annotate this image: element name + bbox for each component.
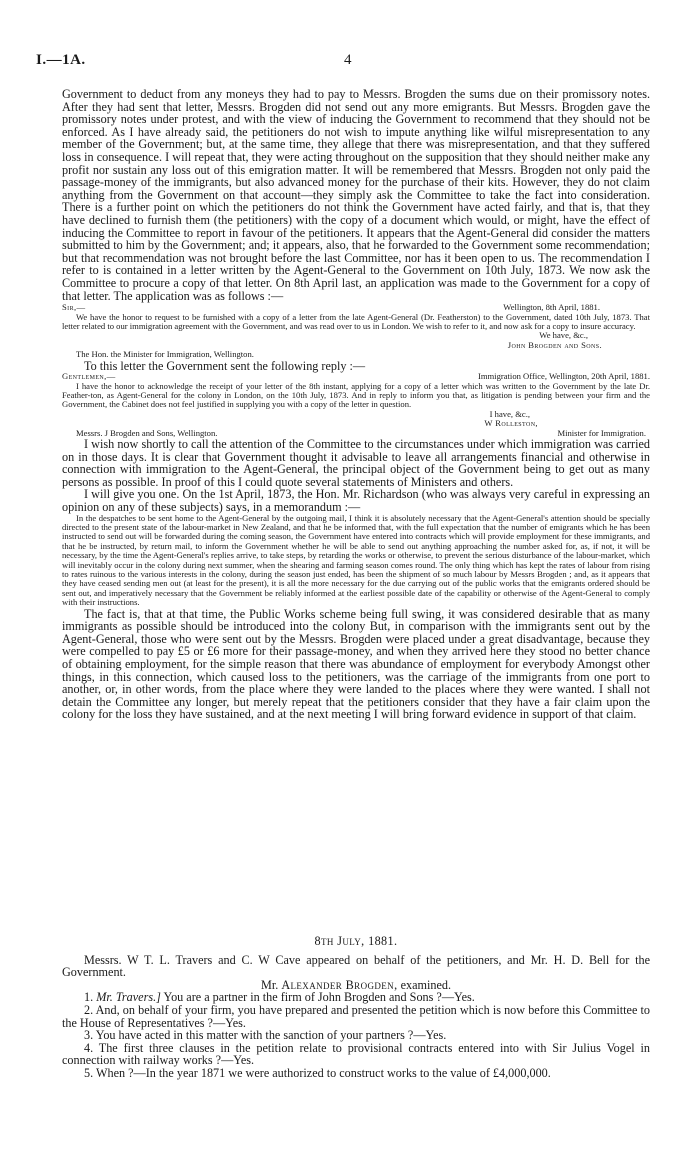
witness-suffix: examined. <box>400 977 452 992</box>
paragraph-public-works: The fact is, that at that time, the Public Works scheme being full swing, it was considered desirable that as many immigrants as possible should be introduced into the colony But, in comparison with the immigrants sent out by the Agent-General, those who were sent out by the Messrs. Brogden were placed under a great disadvantage, because they were compelled to pay £5 or £6 more for their passage-money, and when they arrived here they stood no better chance of obtaining employment, for the simple reason that there was abundance of employment for everybody Amongst other things, in this connection, which caused loss to the petitioners, was the carriage of the immigrants from one port to another, or, in other words, from the place where they were landed to the places where they were wanted. I shall not detain the Committee any longer, but merely repeat that the petitioners consider that they have a fair claim upon the colony for the loss they have sustained, and at the next meeting I will bring forward evidence in support of that claim. <box>62 606 650 722</box>
letter-dateline: Wellington, 8th April, 1881. <box>503 302 600 313</box>
letter-closing: I have, &c., <box>489 408 530 419</box>
question-speaker: Mr. Travers.] <box>96 990 161 1005</box>
paragraph-richardson: I will give you one. On the 1st April, 1873, the Hon. Mr. Richardson (who was always very careful in expressing an opinion on any of these subjects) says, in a memorandum :— <box>62 487 650 514</box>
letter-salutation: Sir,— <box>62 302 86 313</box>
paragraph-circumstances: I wish now shortly to call the attention of the Committee to the circumstances under which immigration was carried on in those days. It is clear that Government thought it advisable to leave all arrangements financial and otherwise in connection with immigration to the Agent-General, the principal object of the Government being to get out as many persons as possible. In proof of this I could quote several statements of Ministers and others. <box>62 436 650 489</box>
session-date: 8th July, 1881. <box>314 934 398 948</box>
witness-name: Alexander Brogden, <box>281 977 398 992</box>
letter-brogden <box>62 303 650 359</box>
letter-dateline: Immigration Office, Wellington, 20th April, 1881. <box>477 371 650 382</box>
letter-signatory-title: Minister for Immigration. <box>557 427 646 438</box>
question-4: 4. The first three clauses in the petition relate to provisional contracts entered into with Sir Julius Vogel in connection with railway works ?—Yes. <box>62 1040 650 1068</box>
evidence-section <box>62 935 650 1080</box>
witness-prefix: Mr. <box>260 977 279 992</box>
document-reference: I.—1A. <box>36 52 86 68</box>
reply-intro: To this letter the Government sent the following reply :— <box>84 358 366 373</box>
letter-signature: W Rolleston, <box>484 418 538 429</box>
letter-signature: John Brogden and Sons. <box>507 339 602 350</box>
question-number: 1. <box>84 990 94 1005</box>
question-text: You are a partner in the firm of John Brogden and Sons ?—Yes. <box>163 990 475 1005</box>
letter-body: I have the honor to acknowledge the receipt of your letter of the 8th instant, applying for a copy of a letter which was written to the Government by the late Dr. Feather-ton, as Agent-General for the colony in London, on the 10th July, 1873. And in reply to inform you that, as litigation is pending between your firm and the Government, the Cabinet does not feel justified in supplying you with a copy of the letter in question. <box>62 380 650 410</box>
page-number: 4 <box>344 52 352 68</box>
question-3: 3. You have acted in this matter with the sanction of your partners ?—Yes. <box>84 1028 447 1043</box>
letter-body: We have the honor to request to be furnished with a copy of a letter from the late Agent-General (Dr. Featherston) to the Government, dated 10th July, 1873. That letter related to our immigration agreement with the Government, and was read over to us in London. We wish to refer to it, and now ask for a copy to insure accuracy. <box>62 311 650 331</box>
appearance-statement: Messrs. W T. L. Travers and C. W Cave appeared on behalf of the petitioners, and Mr. H. D. Bell for the Government. <box>62 952 650 980</box>
letter-government <box>62 372 650 438</box>
main-column <box>62 88 650 721</box>
letter-salutation: Gentlemen,— <box>62 371 116 382</box>
letter-addressee: The Hon. the Minister for Immigration, Wellington. <box>76 349 254 360</box>
question-5: 5. When ?—In the year 1871 we were authorized to construct works to the value of £4,000,000. <box>84 1065 551 1080</box>
letter-closing: We have, &c., <box>539 330 588 341</box>
intro-paragraph: Government to deduct from any moneys they had to pay to Messrs. Brogden the sums due on their promissory notes. After they had sent that letter, Messrs. Brogden did not send out any more emigrants. But Messrs. Brogden gave the promissory notes under protest, and with the view of inducing the Government to recommend that they should not be enforced. As I have already said, the petitioners do not wish to impute anything like wilful misrepresentation to any member of the Government; but, at the same time, they allege that there was misrepresentation, and that they suffered loss in consequence. I will repeat that, they were acting throughout on the supposition that they should neither make any profit nor sustain any loss out of this emigration matter. It will be remembered that Messrs. Brogden not only paid the passage-money of the immigrants, but also advanced money for the purchase of their kits. However, they do not claim anything from the Government on that account—they simply ask the Committee to take the fact into consideration. There is a further point on which the petitioners do not think the Government have acted fairly, and that is, that they have declined to furnish them (the petitioners) with the copy of a document which would, or might, have the effect of inducing the Committee to report in favour of the petitioners. It appears that the Agent-General did consider the matters submitted to him by the Government; and; it appears, also, that he forwarded to the Government some recommendation; but that recommendation was not brought before the last Committee, nor has it been open to us. The recommendation I refer to is contained in a letter written by the Agent-General to the Government on 10th July, 1873. We now ask the Committee to procure a copy of that letter. On 8th April last, an application was made to the Government for a copy of that letter. The application was as follows :— <box>62 87 650 303</box>
question-2: 2. And, on behalf of your firm, you have prepared and presented the petition which is now before this Committee to the House of Representatives ?—Yes. <box>62 1002 650 1030</box>
letter-addressee: Messrs. J Brogden and Sons, Wellington. <box>76 427 218 438</box>
memorandum-quote: In the despatches to be sent home to the Agent-General by the outgoing mail, I think it is absolutely necessary that the Agent-General's attention should be specially directed to the present state of the labour-market in New Zealand, and that he be informed that, with the full expectation that the number of emigrants which he has been instructed to send out will be forwarded during the coming season, the Government have entered into contracts which will provide employment for these immigrants, and that he be instructed, by return mail, to inform the Government whether he will be able to send out anything approaching the number asked for, as, if not, it will be necessary, by the time the Agent-General's replies arrive, to take steps, by retarding the works or otherwise, to prevent the serious disturbance of the labour-market, which will inevitably occur in the colony during next summer, when the shearing and farming season comes round. The only thing which has kept the rates of labour from rising to rates ruinous to the various interests in the colony, during the season just ended, has been the shipment of so much labour by Messrs Brogden ; and, as it appears that they have ceased sending men out (at least for the present), it is all the more necessary for the due carrying out of the public works that the emigrants ordered should be sent out, and imperatively necessary that the Government be reliably informed at the earliest possible date of the capability or otherwise of the Agent-General to comply with their instructions. <box>62 512 650 608</box>
